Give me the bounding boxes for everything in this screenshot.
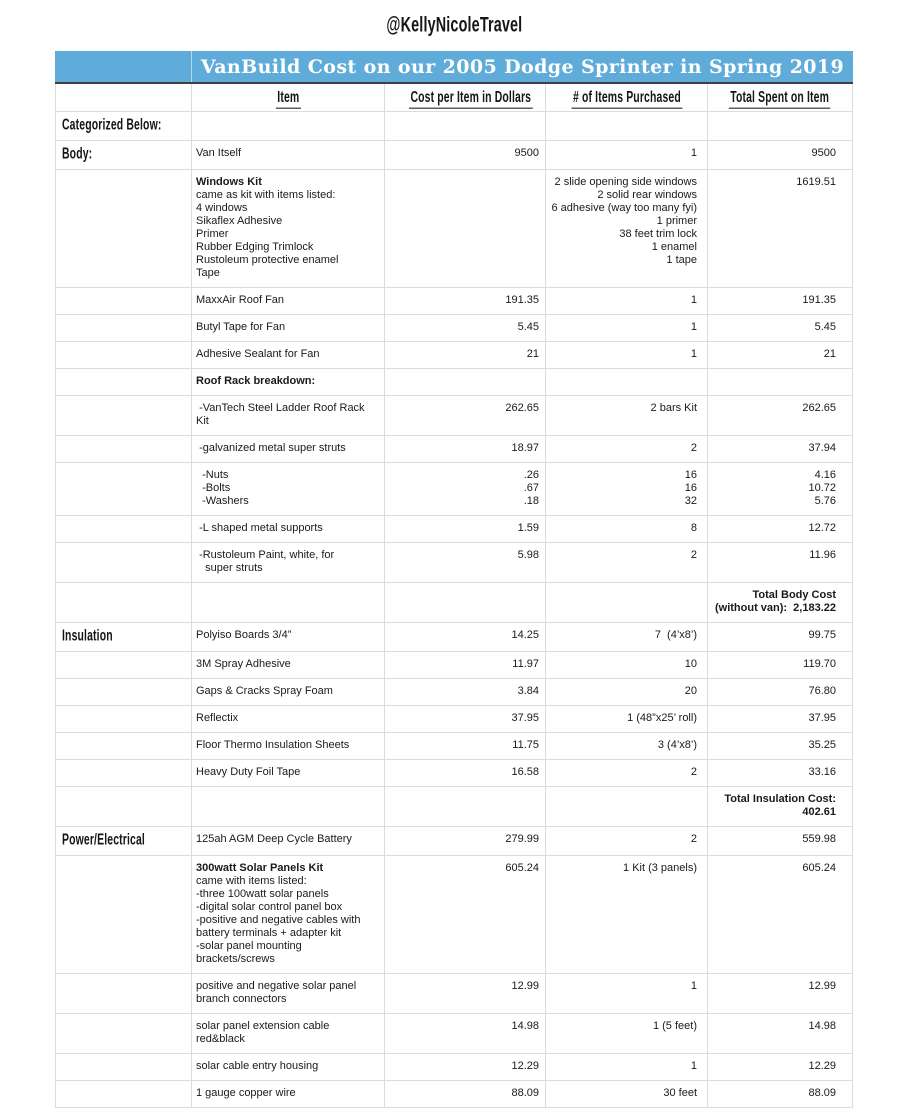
cost-cell: 37.95 [385, 706, 546, 732]
item-cell: Heavy Duty Foil Tape [192, 760, 385, 786]
table-row [55, 315, 853, 342]
qty-cell: 7 (4’x8’) [546, 623, 708, 651]
category-cell [55, 827, 192, 855]
category-cell [55, 543, 192, 582]
qty-cell: 1 [546, 974, 708, 1013]
qty-cell: 1 (5 feet) [546, 1014, 708, 1053]
total-cell: 21 [708, 342, 853, 368]
title-cell [192, 51, 853, 82]
item-cell [192, 787, 385, 826]
cost-cell: 5.98 [385, 543, 546, 582]
item-cell [192, 112, 385, 140]
cost-cell: 12.29 [385, 1054, 546, 1080]
category-label: Categorized Below: [62, 116, 162, 134]
total-cell: Total Insulation Cost: 402.61 [708, 787, 853, 826]
total-cell: 12.72 [708, 516, 853, 542]
total-cell: 1619.51 [708, 170, 853, 287]
qty-cell: 1 [546, 288, 708, 314]
total-cell: 119.70 [708, 652, 853, 678]
qty-cell [546, 583, 708, 622]
total-cell: 191.35 [708, 288, 853, 314]
column-header-item [192, 84, 385, 111]
total-cell: 33.16 [708, 760, 853, 786]
table-row [55, 112, 853, 141]
cost-cell: 605.24 [385, 856, 546, 973]
total-cell [708, 369, 853, 395]
table-row [55, 396, 853, 436]
table-row [55, 369, 853, 396]
qty-cell: 3 (4’x8’) [546, 733, 708, 759]
qty-cell: 8 [546, 516, 708, 542]
cost-cell: 262.65 [385, 396, 546, 435]
table-row [55, 1014, 853, 1054]
item-cell: Floor Thermo Insulation Sheets [192, 733, 385, 759]
cost-spreadsheet [55, 51, 853, 1108]
qty-cell: 1 [546, 1054, 708, 1080]
qty-cell: 20 [546, 679, 708, 705]
cost-cell: 88.09 [385, 1081, 546, 1107]
column-header-total-label: Total Spent on Item [729, 89, 831, 108]
column-header-cost [385, 84, 546, 111]
qty-cell [546, 369, 708, 395]
category-cell [55, 315, 192, 341]
cost-cell [385, 112, 546, 140]
cost-cell: 14.98 [385, 1014, 546, 1053]
table-row [55, 974, 853, 1014]
total-cell: 605.24 [708, 856, 853, 973]
qty-cell: 1 Kit (3 panels) [546, 856, 708, 973]
cost-cell [385, 369, 546, 395]
total-cell: 12.29 [708, 1054, 853, 1080]
total-cell: 88.09 [708, 1081, 853, 1107]
table-row [55, 652, 853, 679]
category-cell [55, 760, 192, 786]
category-cell [55, 1081, 192, 1107]
table-row [55, 856, 853, 974]
total-cell: 559.98 [708, 827, 853, 855]
total-cell: 76.80 [708, 679, 853, 705]
cost-cell [385, 583, 546, 622]
cost-cell: 18.97 [385, 436, 546, 462]
category-cell [55, 1054, 192, 1080]
qty-cell [546, 787, 708, 826]
total-cell [708, 112, 853, 140]
cost-cell: 191.35 [385, 288, 546, 314]
category-cell [55, 141, 192, 169]
total-cell: 99.75 [708, 623, 853, 651]
cost-cell: 11.97 [385, 652, 546, 678]
table-row [55, 679, 853, 706]
total-cell: 9500 [708, 141, 853, 169]
item-cell: 1 gauge copper wire [192, 1081, 385, 1107]
item-cell: -L shaped metal supports [192, 516, 385, 542]
table-row [55, 436, 853, 463]
total-cell: Total Body Cost (without van): 2,183.22 [708, 583, 853, 622]
table-row [55, 463, 853, 516]
cost-cell: 5.45 [385, 315, 546, 341]
qty-cell: 2 [546, 543, 708, 582]
table-row [55, 583, 853, 623]
total-cell: 262.65 [708, 396, 853, 435]
qty-cell: 30 feet [546, 1081, 708, 1107]
item-cell: MaxxAir Roof Fan [192, 288, 385, 314]
category-cell [55, 288, 192, 314]
table-row [55, 733, 853, 760]
cost-cell: 1.59 [385, 516, 546, 542]
item-cell: Van Itself [192, 141, 385, 169]
table-row [55, 141, 853, 170]
table-row [55, 1054, 853, 1081]
category-cell [55, 974, 192, 1013]
qty-cell: 1 [546, 315, 708, 341]
cost-cell: 11.75 [385, 733, 546, 759]
category-cell [55, 583, 192, 622]
category-label: Insulation [62, 627, 113, 645]
table-row [55, 543, 853, 583]
category-cell [55, 463, 192, 515]
cost-cell: 14.25 [385, 623, 546, 651]
category-label: Power/Electrical [62, 831, 145, 849]
item-cell: Polyiso Boards 3/4” [192, 623, 385, 651]
qty-cell: 1 (48”x25’ roll) [546, 706, 708, 732]
item-cell: -Rustoleum Paint, white, for super struts [192, 543, 385, 582]
category-cell [55, 170, 192, 287]
social-handle-wrap [0, 0, 908, 44]
title-bar-corner-cell [55, 51, 192, 82]
total-cell: 35.25 [708, 733, 853, 759]
total-cell: 11.96 [708, 543, 853, 582]
table-row [55, 623, 853, 652]
column-header-category [55, 84, 192, 111]
table-row [55, 1081, 853, 1108]
cost-cell: 21 [385, 342, 546, 368]
item-cell: -VanTech Steel Ladder Roof Rack Kit [192, 396, 385, 435]
qty-cell: 1 [546, 141, 708, 169]
item-cell: solar panel extension cable red&black [192, 1014, 385, 1053]
column-header-qty-label: # of Items Purchased [571, 89, 682, 108]
item-cell: Gaps & Cracks Spray Foam [192, 679, 385, 705]
total-cell: 37.94 [708, 436, 853, 462]
category-label: Body: [62, 145, 93, 163]
column-header-row [55, 84, 853, 112]
table-row [55, 827, 853, 856]
item-cell: Roof Rack breakdown: [192, 369, 385, 395]
table-row [55, 342, 853, 369]
category-cell [55, 342, 192, 368]
table-row [55, 170, 853, 288]
table-body [55, 112, 853, 1108]
qty-cell: 1 [546, 342, 708, 368]
qty-cell: 2 [546, 827, 708, 855]
social-handle: @KellyNicoleTravel [386, 13, 522, 37]
item-cell: -Nuts -Bolts -Washers [192, 463, 385, 515]
total-cell: 5.45 [708, 315, 853, 341]
total-cell: 37.95 [708, 706, 853, 732]
table-row [55, 760, 853, 787]
cost-cell: 9500 [385, 141, 546, 169]
category-cell [55, 733, 192, 759]
column-header-cost-label: Cost per Item in Dollars [409, 89, 533, 108]
table-row [55, 288, 853, 315]
column-header-qty [546, 84, 708, 111]
total-cell: 4.16 10.72 5.76 [708, 463, 853, 515]
qty-cell: 16 16 32 [546, 463, 708, 515]
item-cell: solar cable entry housing [192, 1054, 385, 1080]
item-cell: Adhesive Sealant for Fan [192, 342, 385, 368]
category-cell [55, 516, 192, 542]
column-header-item-label: Item [276, 89, 301, 108]
category-cell [55, 652, 192, 678]
table-row [55, 706, 853, 733]
item-cell: 300watt Solar Panels Kit came with items listed: -three 100watt solar panels -digital solar control panel box -positive and negative cables with battery terminals + adapter kit -solar panel mounting brackets/screws [192, 856, 385, 973]
category-cell [55, 787, 192, 826]
category-cell [55, 706, 192, 732]
category-cell [55, 369, 192, 395]
qty-cell: 10 [546, 652, 708, 678]
category-cell [55, 623, 192, 651]
category-cell [55, 436, 192, 462]
table-row [55, 516, 853, 543]
item-cell: 125ah AGM Deep Cycle Battery [192, 827, 385, 855]
category-cell [55, 396, 192, 435]
qty-cell: 2 bars Kit [546, 396, 708, 435]
item-cell: Windows Kit came as kit with items listed: 4 windows Sikaflex Adhesive Primer Rubber Edging Trimlock Rustoleum protective enamel Tape [192, 170, 385, 287]
item-cell: -galvanized metal super struts [192, 436, 385, 462]
qty-cell [546, 112, 708, 140]
item-cell: positive and negative solar panel branch connectors [192, 974, 385, 1013]
qty-cell: 2 [546, 760, 708, 786]
cost-cell: 16.58 [385, 760, 546, 786]
item-cell [192, 583, 385, 622]
category-cell [55, 856, 192, 973]
cost-cell: 279.99 [385, 827, 546, 855]
spreadsheet-title-bar [55, 51, 853, 84]
item-cell: Reflectix [192, 706, 385, 732]
spreadsheet-title: VanBuild Cost on our 2005 Dodge Sprinter in Spring 2019 [200, 55, 845, 78]
qty-cell: 2 [546, 436, 708, 462]
category-cell [55, 112, 192, 140]
item-cell: Butyl Tape for Fan [192, 315, 385, 341]
category-cell [55, 679, 192, 705]
cost-cell [385, 170, 546, 287]
column-header-total [708, 84, 853, 111]
cost-cell [385, 787, 546, 826]
item-cell: 3M Spray Adhesive [192, 652, 385, 678]
total-cell: 12.99 [708, 974, 853, 1013]
total-cell: 14.98 [708, 1014, 853, 1053]
category-cell [55, 1014, 192, 1053]
cost-cell: .26 .67 .18 [385, 463, 546, 515]
cost-cell: 12.99 [385, 974, 546, 1013]
qty-cell: 2 slide opening side windows 2 solid rear windows 6 adhesive (way too many fyi) 1 primer 38 feet trim lock 1 enamel 1 tape [546, 170, 708, 287]
table-row [55, 787, 853, 827]
cost-cell: 3.84 [385, 679, 546, 705]
